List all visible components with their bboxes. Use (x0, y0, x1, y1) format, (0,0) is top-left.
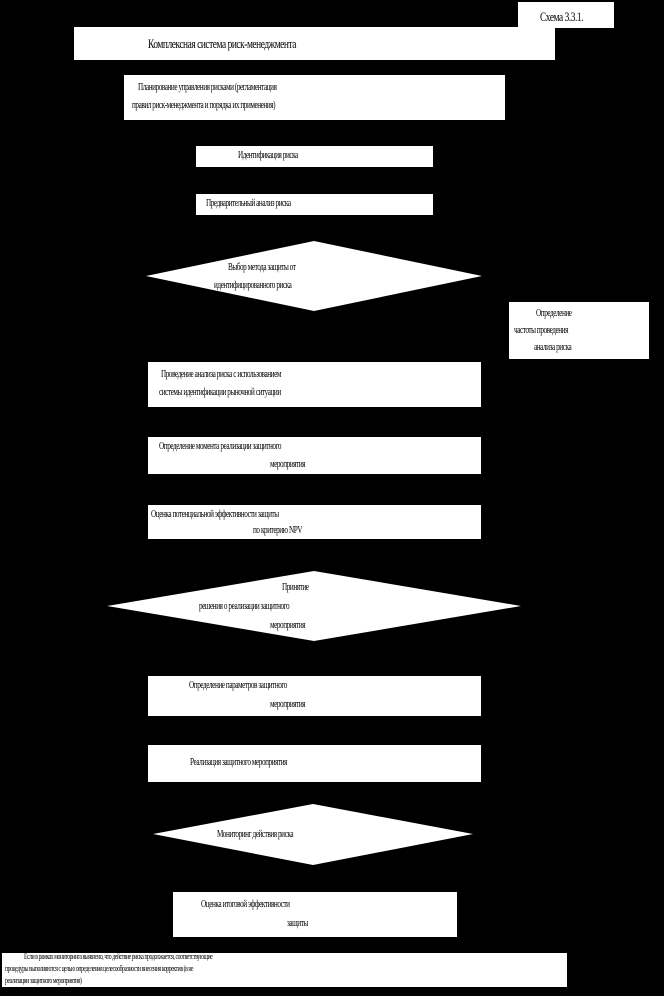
final-eval-box (173, 892, 457, 937)
method-choice-diamond (146, 241, 482, 311)
analysis-line-2: системы идентификации рыночной ситуации (159, 387, 281, 398)
decision-diamond (107, 571, 521, 641)
final-eval-line-1: Оценка итоговой эффективности (201, 899, 290, 910)
parameters-line-2: мероприятия (270, 699, 306, 710)
parameters-line-1: Определение параметров защитного (189, 680, 287, 691)
frequency-line-2: частоты проведения (514, 325, 568, 336)
method-choice-line-2: идентифицированного риска (214, 280, 292, 291)
note-line-3: реализации защитного мероприятия) (5, 976, 82, 985)
identification-text: Идентификация риска (238, 150, 298, 161)
parameters-box (148, 676, 481, 716)
moment-line-2: мероприятия (270, 459, 306, 470)
decision-line-1: Принятие (282, 582, 309, 593)
note-line-1: Если в рамках мониторинга выявлено, что действие риска продолжается, соответствующие (24, 953, 213, 961)
note-box (2, 953, 567, 987)
moment-line-1: Определение момента реализации защитного (159, 441, 282, 452)
realization-text: Реализация защитного мероприятия (190, 757, 288, 768)
analysis-line-1: Проведение анализа риска с использованием (161, 369, 281, 380)
title-box (74, 27, 555, 60)
monitoring-diamond (153, 804, 473, 865)
scheme-label-text: Схема 3.3.1. (540, 9, 584, 24)
analysis-box (148, 362, 481, 407)
planning-line-2: правил риск-менеджмента и порядка их применения) (132, 100, 276, 111)
preliminary-text: Предварительный анализ риска (206, 198, 291, 209)
monitoring-text: Мониторинг действия риска (217, 829, 294, 840)
planning-box (124, 75, 505, 120)
preliminary-box (196, 194, 433, 215)
frequency-box (509, 302, 649, 359)
planning-line-1: Планирование управления рисками (регламентация (138, 82, 277, 93)
note-line-2: процедуры выполняются с целью определения целесообразности внесения корректив (в не (5, 964, 194, 973)
frequency-line-1: Определение (536, 308, 572, 319)
realization-box (148, 745, 481, 782)
method-choice-line-1: Выбор метода защиты от (228, 262, 296, 273)
frequency-line-3: анализа риска (534, 342, 572, 353)
title-text: Комплексная система риск-менеджмента (148, 36, 296, 51)
identification-box (196, 146, 433, 167)
scheme-label (518, 2, 614, 28)
moment-box (148, 437, 481, 474)
efficiency-line-2: по критерию NPV (253, 525, 303, 536)
method-choice-shape (146, 241, 482, 311)
decision-line-3: мероприятия (270, 620, 306, 631)
final-eval-line-2: защиты (287, 918, 308, 929)
decision-shape (107, 571, 521, 641)
monitoring-shape (153, 804, 473, 865)
efficiency-line-1: Оценка потенциальной эффективности защиты (151, 509, 279, 520)
efficiency-box (148, 505, 481, 539)
decision-line-2: решения о реализации защитного (199, 601, 290, 612)
